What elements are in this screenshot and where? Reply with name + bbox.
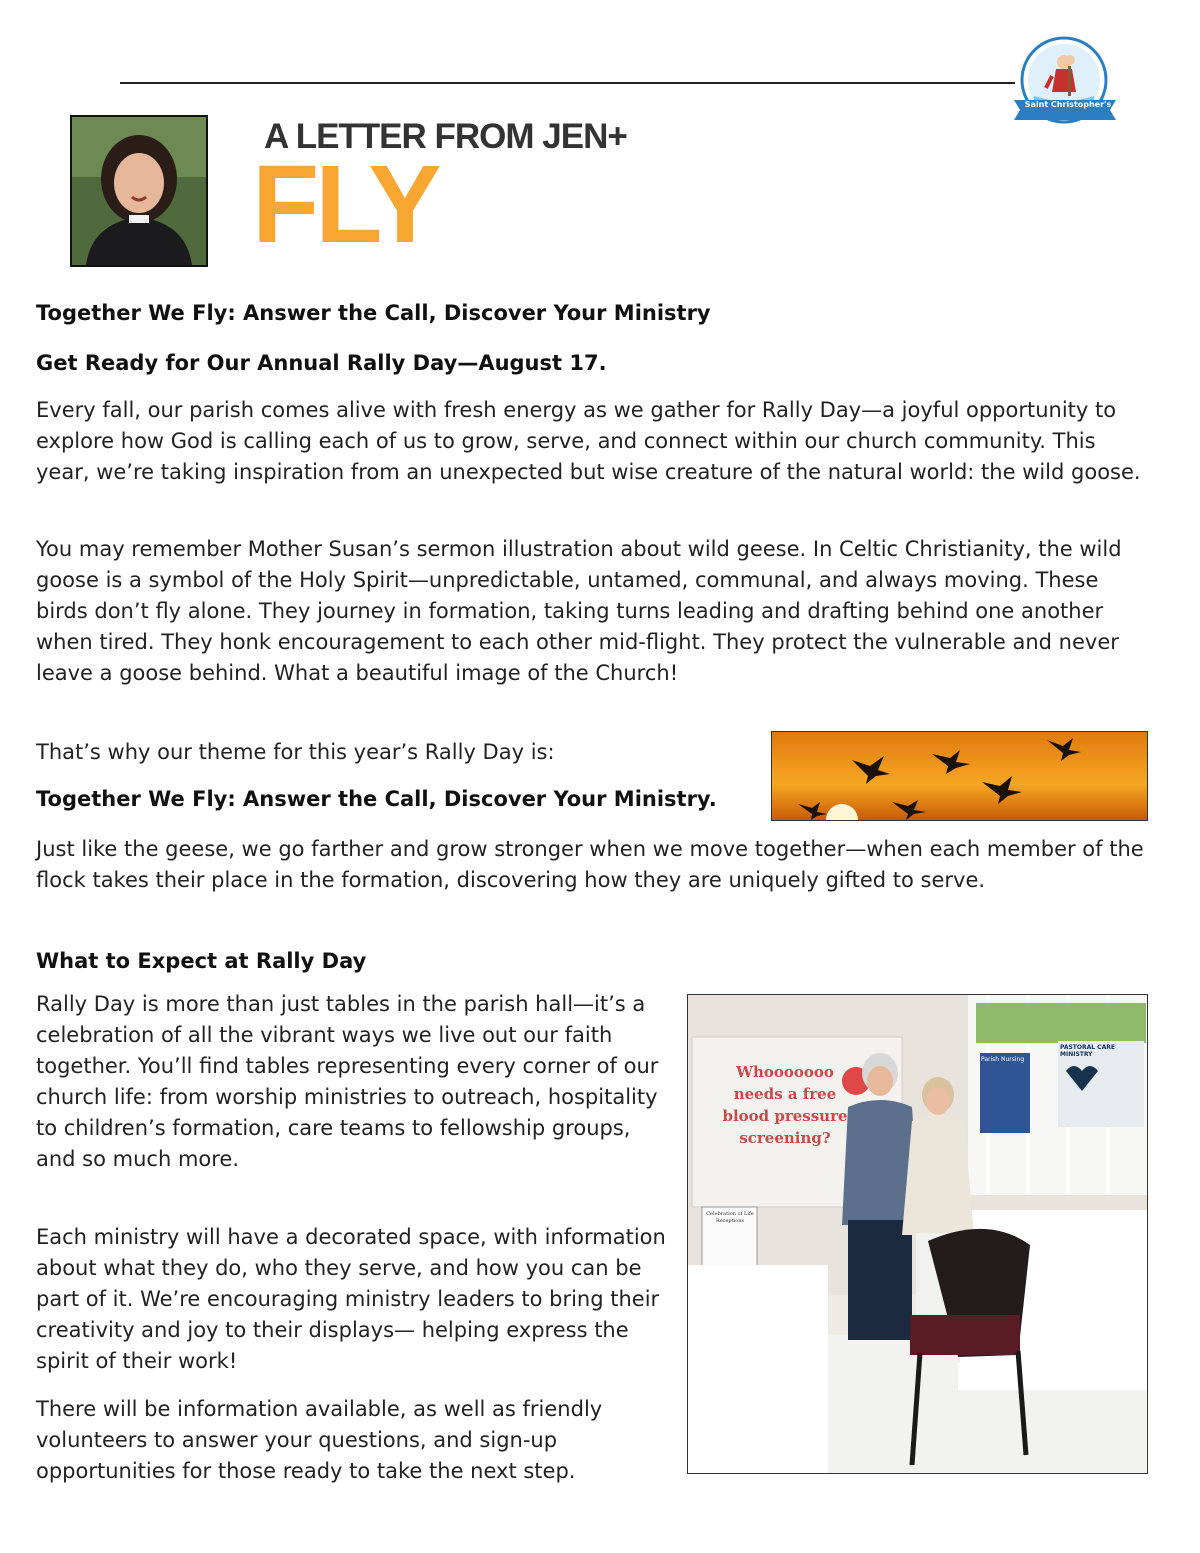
logo-text: Saint Christopher's — [1024, 100, 1112, 109]
parish-nursing-sign: Parish Nursing — [981, 1056, 1025, 1063]
volunteers-paragraph: There will be information available, as well as friendly volunteers to answer your questions, and sign-up opportunities for those ready to take the next step. — [36, 1397, 603, 1483]
banner-text: PASTORAL CARE MINISTRY — [1060, 1044, 1115, 1058]
church-logo — [1012, 36, 1122, 126]
flyer-title: Celebration of Life Receptions — [706, 1211, 754, 1224]
theme-intro-paragraph: That’s why our theme for this year’s Rally Day is: — [36, 740, 555, 764]
rally-day-photo — [687, 994, 1148, 1474]
top-divider — [120, 82, 1015, 84]
intro-paragraph: Every fall, our parish comes alive with fresh energy as we gather for Rally Day—a joyful opportunity to explore how God is calling each of us to grow, serve, and connect within our church community. This year, we’re taking inspiration from an unexpected but wise creature of the natural world: the wild goose. — [36, 398, 1141, 484]
ministry-spaces-paragraph: Each ministry will have a decorated space, with information about what they do, who they serve, and how you can be part of it. We’re encouraging ministry leaders to bring their creativity and joy to their displays— helping express the spirit of their work! — [36, 1225, 666, 1373]
formation-paragraph: Just like the geese, we go farther and grow stronger when we move together—when each member of the flock takes their place in the formation, discovering how they are uniquely gifted to serve. — [36, 837, 1144, 892]
section-heading-theme: Together We Fly: Answer the Call, Discover Your Ministry — [36, 301, 711, 325]
geese-image — [771, 731, 1148, 821]
rally-day-paragraph: Rally Day is more than just tables in the parish hall—it’s a celebration of all the vibrant ways we live out our faith together. You’ll find tables representing every corner of our church life: from worship ministries to outreach, hospitality to children’s formation, care teams to fellowship groups, and so much more. — [36, 992, 659, 1171]
theme-statement: Together We Fly: Answer the Call, Discover Your Ministry. — [36, 787, 717, 811]
letter-kicker: A LETTER FROM JEN+ — [264, 117, 627, 156]
section-heading-expect: What to Expect at Rally Day — [36, 949, 367, 973]
wild-goose-paragraph: You may remember Mother Susan’s sermon illustration about wild geese. In Celtic Christianity, the wild goose is a symbol of the Holy Spirit—unpredictable, untamed, communal, and always moving. These birds don’t fly alone. They journey in formation, taking turns leading and drafting behind one another when tired. They honk encouragement to each other mid-flight. They protect the vulnerable and never leave a goose behind. What a beautiful image of the Church! — [36, 537, 1122, 685]
section-heading-rally-date: Get Ready for Our Annual Rally Day—August 17. — [36, 351, 607, 375]
poster-text: Whooooooo needs a free blood pressure screening? — [722, 1063, 848, 1147]
author-portrait — [70, 115, 208, 267]
page-title: FLY — [252, 143, 438, 266]
